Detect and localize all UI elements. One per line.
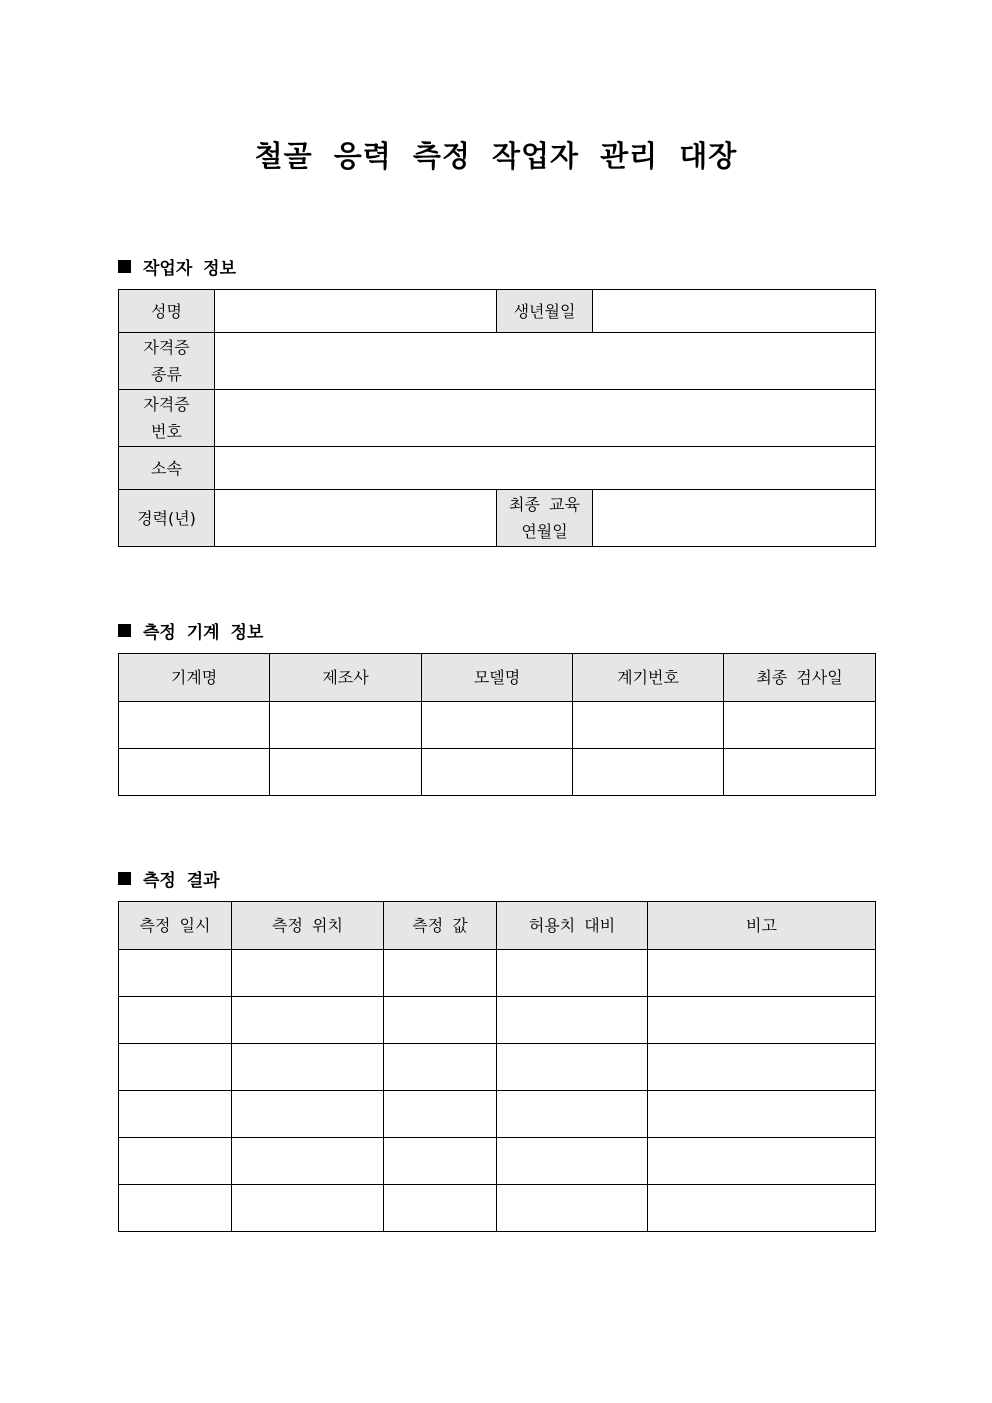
page-title: 철골 응력 측정 작업자 관리 대장 xyxy=(254,139,738,173)
table-cell[interactable] xyxy=(648,1185,876,1232)
column-header: 허용치 대비 xyxy=(497,902,648,950)
label-career: 경력(년) xyxy=(119,490,215,547)
field-career[interactable] xyxy=(215,490,497,547)
field-birth[interactable] xyxy=(593,290,876,333)
table-cell[interactable] xyxy=(384,1091,497,1138)
table-cell[interactable] xyxy=(384,1044,497,1091)
table-cell[interactable] xyxy=(648,997,876,1044)
table-cell[interactable] xyxy=(422,702,573,749)
machine-info-table xyxy=(118,653,876,796)
table-cell[interactable] xyxy=(384,950,497,997)
table-cell[interactable] xyxy=(573,702,724,749)
table-cell[interactable] xyxy=(232,1091,384,1138)
table-cell[interactable] xyxy=(384,1138,497,1185)
table-cell[interactable] xyxy=(648,950,876,997)
table-row xyxy=(119,950,876,997)
section-heading-worker: 작업자 정보 xyxy=(118,254,236,279)
table-cell[interactable] xyxy=(724,749,876,796)
column-header: 비고 xyxy=(648,902,876,950)
field-name[interactable] xyxy=(215,290,497,333)
table-cell[interactable] xyxy=(648,1091,876,1138)
table-row xyxy=(119,702,876,749)
result-table xyxy=(118,901,876,1232)
table-cell[interactable] xyxy=(119,1044,232,1091)
table-cell[interactable] xyxy=(497,1044,648,1091)
table-cell[interactable] xyxy=(232,1185,384,1232)
table-cell[interactable] xyxy=(497,1138,648,1185)
table-cell[interactable] xyxy=(232,1138,384,1185)
square-bullet-icon xyxy=(118,872,131,885)
field-cert-type[interactable] xyxy=(215,333,876,390)
column-header: 제조사 xyxy=(270,654,422,702)
label-birth: 생년월일 xyxy=(497,290,593,333)
table-row xyxy=(119,997,876,1044)
table-row xyxy=(119,1044,876,1091)
table-cell[interactable] xyxy=(384,1185,497,1232)
table-cell[interactable] xyxy=(497,997,648,1044)
table-cell[interactable] xyxy=(724,702,876,749)
table-cell[interactable] xyxy=(497,950,648,997)
table-cell[interactable] xyxy=(497,1185,648,1232)
table-row xyxy=(119,1185,876,1232)
table-cell[interactable] xyxy=(270,702,422,749)
table-cell[interactable] xyxy=(119,749,270,796)
label-cert-type: 자격증 종류 xyxy=(119,333,215,390)
worker-info-table xyxy=(118,289,876,547)
table-cell[interactable] xyxy=(119,702,270,749)
field-last-edu[interactable] xyxy=(593,490,876,547)
table-cell[interactable] xyxy=(119,997,232,1044)
table-row xyxy=(119,1091,876,1138)
section-heading-machine: 측정 기계 정보 xyxy=(118,618,263,643)
table-row xyxy=(119,1138,876,1185)
table-cell[interactable] xyxy=(119,1185,232,1232)
table-cell[interactable] xyxy=(232,950,384,997)
table-cell[interactable] xyxy=(648,1044,876,1091)
column-header: 측정 값 xyxy=(384,902,497,950)
label-cert-no: 자격증 번호 xyxy=(119,390,215,447)
column-header: 측정 일시 xyxy=(119,902,232,950)
label-last-edu: 최종 교육 연월일 xyxy=(497,490,593,547)
table-cell[interactable] xyxy=(119,950,232,997)
section-heading-result: 측정 결과 xyxy=(118,866,220,891)
table-cell[interactable] xyxy=(119,1138,232,1185)
field-cert-no[interactable] xyxy=(215,390,876,447)
column-header: 모델명 xyxy=(422,654,573,702)
table-cell[interactable] xyxy=(384,997,497,1044)
field-affiliation[interactable] xyxy=(215,447,876,490)
table-cell[interactable] xyxy=(270,749,422,796)
square-bullet-icon xyxy=(118,260,131,273)
column-header: 측정 위치 xyxy=(232,902,384,950)
table-cell[interactable] xyxy=(497,1091,648,1138)
label-name: 성명 xyxy=(119,290,215,333)
column-header: 계기번호 xyxy=(573,654,724,702)
table-row xyxy=(119,749,876,796)
table-cell[interactable] xyxy=(119,1091,232,1138)
label-affiliation: 소속 xyxy=(119,447,215,490)
table-cell[interactable] xyxy=(573,749,724,796)
table-cell[interactable] xyxy=(648,1138,876,1185)
column-header: 최종 검사일 xyxy=(724,654,876,702)
table-cell[interactable] xyxy=(422,749,573,796)
column-header: 기계명 xyxy=(119,654,270,702)
table-cell[interactable] xyxy=(232,997,384,1044)
square-bullet-icon xyxy=(118,624,131,637)
table-cell[interactable] xyxy=(232,1044,384,1091)
